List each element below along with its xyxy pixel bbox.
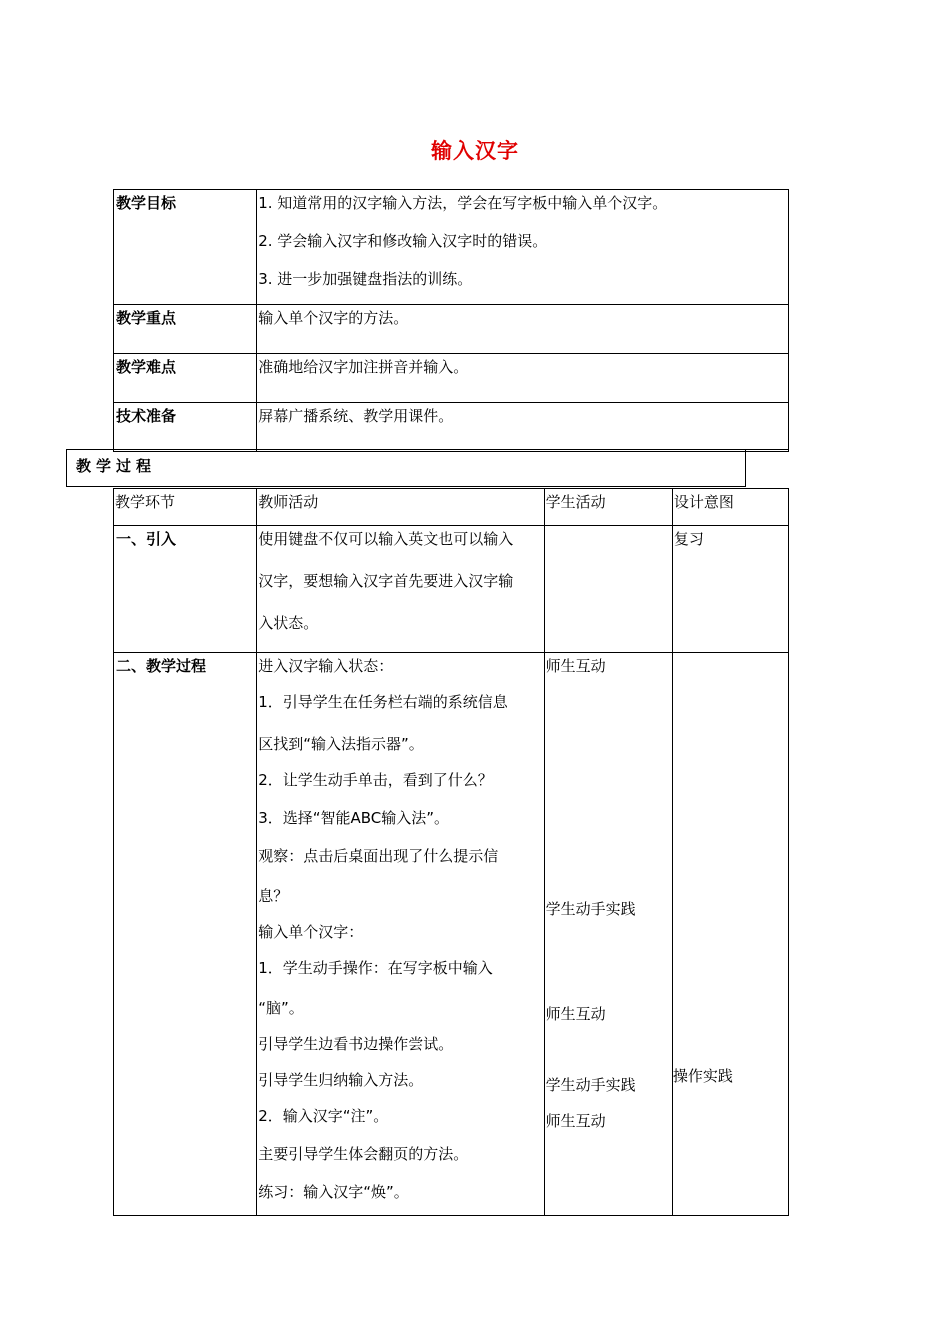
student-line: 学生动手实践: [545, 900, 636, 918]
info-row-goals: [114, 190, 789, 305]
teacher-line: 2．输入汉字“注”。: [258, 1107, 389, 1125]
teacher-cell: [257, 653, 544, 1216]
info-row-difficulty: [114, 354, 789, 403]
info-content: [257, 190, 789, 305]
teacher-line: 3．选择“智能ABC输入法”。: [258, 809, 450, 827]
teacher-line: 息？: [258, 887, 289, 905]
info-row-key: [114, 305, 789, 354]
table-header-row: [114, 489, 789, 526]
student-cell: [544, 526, 672, 653]
teacher-line: 引导学生归纳输入方法。: [258, 1071, 424, 1089]
info-label: 教学难点: [114, 354, 257, 403]
teacher-line: 进入汉字输入状态：: [258, 657, 394, 675]
teacher-line: 输入单个汉字：: [258, 923, 364, 941]
info-label: 技术准备: [114, 403, 257, 452]
teacher-cell: [257, 526, 544, 653]
student-line: 师生互动: [545, 1112, 606, 1130]
lesson-info-table: [113, 189, 789, 452]
teacher-line: 汉字，要想输入汉字首先要进入汉字输: [258, 572, 514, 590]
intent-cell: 复习: [672, 526, 788, 653]
student-line: 学生动手实践: [545, 1076, 636, 1094]
process-heading: 教学过程: [66, 449, 746, 487]
teacher-line: 区找到“输入法指示器”。: [258, 735, 424, 753]
teacher-line: 主要引导学生体会翻页的方法。: [258, 1145, 469, 1163]
intent-cell: [672, 653, 788, 1216]
student-cell: [544, 653, 672, 1216]
teacher-line: 观察：点击后桌面出现了什么提示信: [258, 847, 499, 865]
process-table: [113, 488, 789, 1216]
info-content: 屏幕广播系统、教学用课件。: [257, 403, 789, 452]
divider: [746, 449, 789, 451]
teacher-line: “脑”。: [258, 999, 304, 1017]
info-content: 输入单个汉字的方法。: [257, 305, 789, 354]
student-line: 师生互动: [545, 657, 606, 675]
header-cell: 设计意图: [672, 489, 788, 526]
goal-line: 2. 学会输入汉字和修改输入汉字时的错误。: [258, 232, 548, 250]
student-line: 师生互动: [545, 1005, 606, 1023]
header-cell: 教学环节: [114, 489, 257, 526]
header-cell: 教师活动: [257, 489, 544, 526]
header-cell: 学生活动: [544, 489, 672, 526]
teacher-line: 2．让学生动手单击，看到了什么？: [258, 771, 493, 789]
info-label: 教学目标: [114, 190, 257, 305]
page-title: 输入汉字: [431, 139, 519, 163]
table-row: [114, 653, 789, 1216]
info-content: 准确地给汉字加注拼音并输入。: [257, 354, 789, 403]
info-row-tech: [114, 403, 789, 452]
table-row: [114, 526, 789, 653]
stage-cell: 一、引入: [114, 526, 257, 653]
teacher-line: 1．学生动手操作：在写字板中输入: [258, 959, 493, 977]
teacher-line: 使用键盘不仅可以输入英文也可以输入: [258, 530, 514, 548]
goal-line: 3. 进一步加强键盘指法的训练。: [258, 270, 473, 288]
goal-line: 1. 知道常用的汉字输入方法，学会在写字板中输入单个汉字。: [258, 194, 668, 212]
teacher-line: 入状态。: [258, 614, 319, 632]
teacher-line: 引导学生边看书边操作尝试。: [258, 1035, 454, 1053]
stage-cell: 二、教学过程: [114, 653, 257, 1216]
intent-text: 操作实践: [672, 1067, 733, 1085]
info-label: 教学重点: [114, 305, 257, 354]
teacher-line: 练习：输入汉字“焕”。: [258, 1183, 409, 1201]
teacher-line: 1．引导学生在任务栏右端的系统信息: [258, 693, 508, 711]
